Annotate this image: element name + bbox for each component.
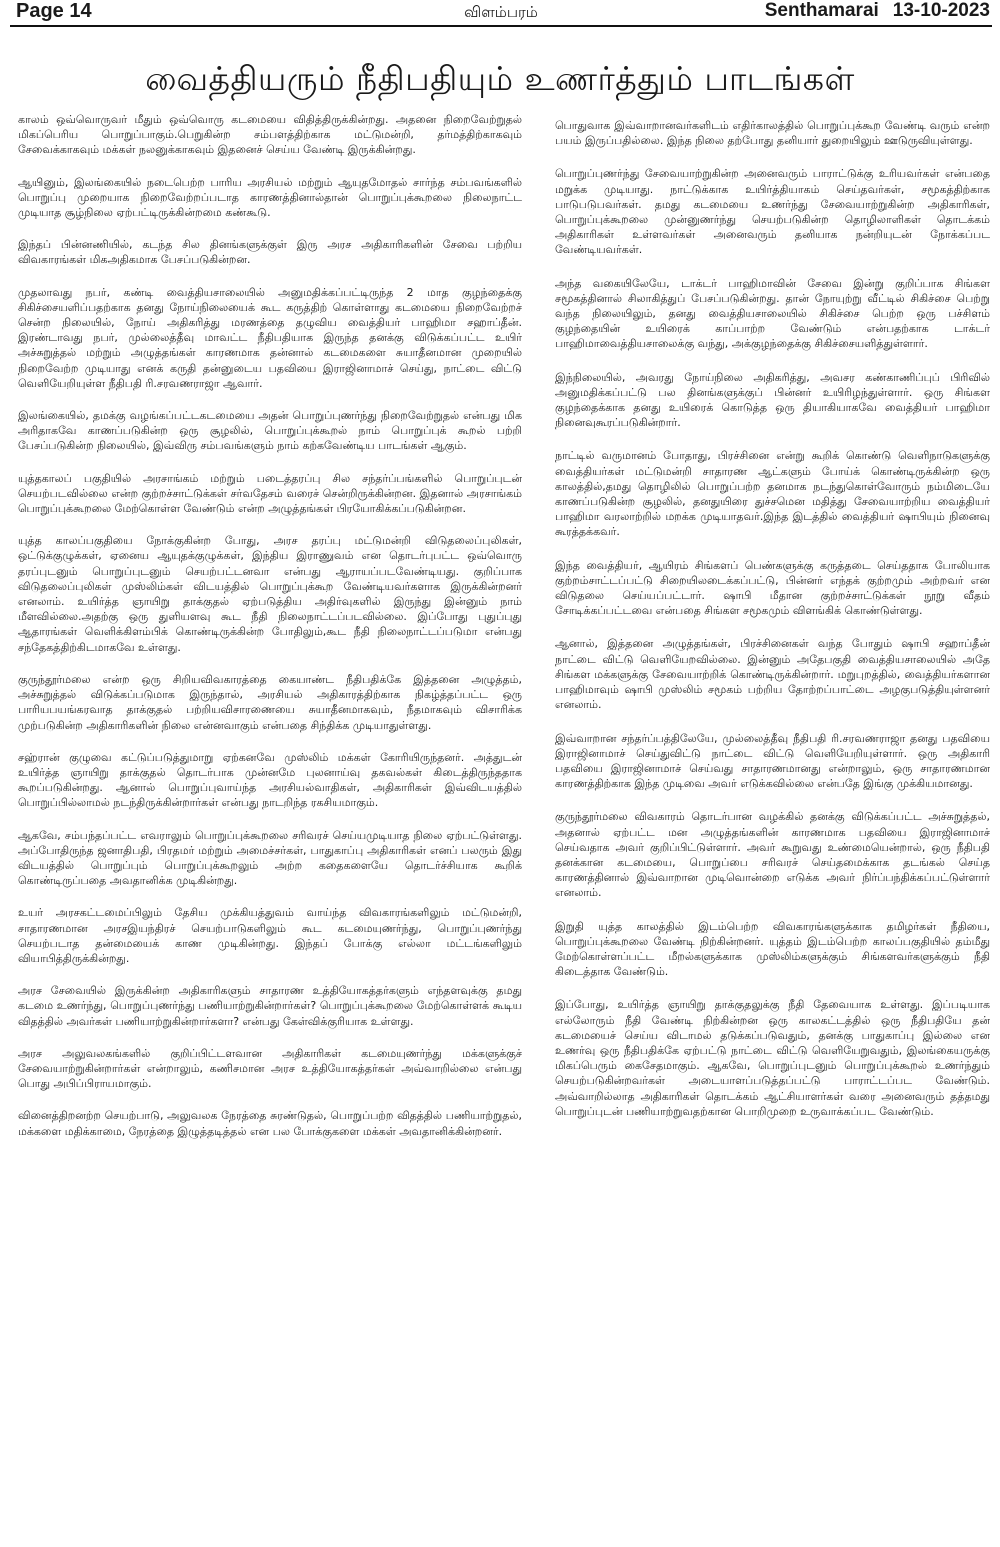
- paragraph: முதலாவது நபர், கண்டி வைத்தியசாலையில் அனுமதிக்கப்பட்டிருந்த 2 மாத குழந்தைக்கு சிகிச்சையளிப்பதற்காக தனது நோய்நிலையைக் கூட கருத்திற் கொள்ளாது கடமையை நிறைவேற்றச் சென்ற நிலையில், நோய் அதிகரித்து மரணத்தை தழுவிய வைத்தியர் பாஹிமா சஹாப்தீன். இரண்டாவது நபர், முல்லைத்தீவு மாவட்ட நீதிபதியாக இருந்த தனக்கு விடுக்கப்பட்ட உயிர் அச்சுறுத்தல் மற்றும் அழுத்தங்கள் காரணமாக தன்னால் கடமைகளை சுயாதீனமான முறையில் நிறைவேற்ற முடியாது எனக் கருதி தன்னுடைய பதவியை இராஜினாமாச் செய்து, நாட்டை விட்டு வெளியேறியுள்ள நீதிபதி ரி.சரவணராஜா ஆவார்.: [18, 285, 522, 390]
- paragraph: அரச அலுவலகங்களில் குறிப்பிட்டளவான அதிகாரிகள் கடமையுணர்ந்து மக்களுக்குச் சேவையாற்றுகின்றார்கள் என்றாலும், கணிசமான அரச உத்தியோகத்தர்கள் அவ்வாறில்லை என்பது பொது அபிப்பிராயமாகும்.: [18, 1046, 522, 1091]
- paragraph: யுத்தகாலப் பகுதியில் அரசாங்கம் மற்றும் படைத்தரப்பு சில சந்தர்ப்பங்களில் பொறுப்புடன் செயற்படவில்லை என்ற குற்றச்சாட்டுக்கள் சர்வதேசம் வரைச் சென்றிருக்கின்றன. இதனால் அரசாங்கம் பொறுப்புக்கூறலை மேற்கொள்ள வேண்டும் என்ற அழுத்தங்கள் பிரயோகிக்கப்படுகின்றன.: [18, 471, 522, 516]
- paragraph: ஆகவே, சம்பந்தப்பட்ட எவராலும் பொறுப்புக்கூறலை சரிவரச் செய்யமுடியாத நிலை ஏற்பட்டுள்ளது. அப்போதிருந்த ஜனாதிபதி, பிரதமர் மற்றும் அமைச்சர்கள், பாதுகாப்பு அதிகாரிகள் எனப் பலரும் இது விடயத்தில் பொறுப்பும் பொறுப்புக்கூறலும் அற்ற கதைகளையே தொடர்ச்சியாக கூறிக் கொண்டிருப்பதை அவதானிக்க முடிகின்றது.: [18, 828, 522, 888]
- paragraph: அந்த வகையிலேயே, டாக்டர் பாஹிமாவின் சேவை இன்று குறிப்பாக சிங்கள சமூகத்தினால் சிலாகித்துப் பேசப்படுகின்றது. தான் நோயுற்று வீட்டில் சிகிச்சை பெற்று வந்த நிலையிலும், தனது வைத்தியசாலையில் சிகிச்சை பெற்ற ஒரு பச்சிளம் குழந்தையின் உயிரைக் காப்பாற்ற வேண்டும் என்பதற்காக டாக்டர் பாஹிமாவைத்தியசாலைக்கு வந்து, அக்குழந்தைக்கு சிகிச்சையளித்துள்ளார்.: [555, 276, 990, 351]
- page-number: Page 14: [16, 0, 92, 22]
- article-column-right: [555, 118, 990, 1137]
- paragraph: இந்தப் பின்னணியில், கடந்த சில தினங்களுக்குள் இரு அரச அதிகாரிகளின் சேவை பற்றிய விவகாரங்கள் மிகஅதிகமாக பேசப்படுகின்றன.: [18, 238, 522, 267]
- publication-info: [765, 0, 990, 22]
- paragraph: பொதுவாக இவ்வாறானவர்களிடம் எதிர்காலத்தில் பொறுப்புக்கூற வேண்டி வரும் என்ற பயம் இருப்பதில்லை. இந்த நிலை தற்போது தனியார் துறையிலும் ஊடுருவியுள்ளது.: [555, 119, 990, 148]
- paragraph: இலங்கையில், தமக்கு வழங்கப்பட்டகடமையை அதன் பொறுப்புணர்ந்து நிறைவேற்றுதல் என்பது மிக அரிதாகவே காணப்படுகின்ற ஒரு சூழலில், பொறுப்புக்கூறல் நாம் பொறுப்புக் கூறல் பற்றி பேசப்படுகின்ற நிலையில், இவ்விரு சம்பவங்களும் நாம் கற்கவேண்டிய பாடங்கள் ஆகும்.: [18, 409, 522, 453]
- paragraph: வினைத்திறனற்ற செயற்பாடு, அலுவலக நேரத்தை சுரண்டுதல், பொறுப்பற்ற விதத்தில் பணியாற்றுதல், மக்களை மதிக்காமை, நேரத்தை இழுத்தடித்தல் என பல போக்குகளை மக்கள் அவதானிக்கின்றனர்.: [18, 1109, 522, 1138]
- paragraph: யுத்த காலப்பகுதியை நோக்குகின்ற போது, அரச தரப்பு மட்டுமன்றி விடுதலைப்புலிகள், ஒட்டுக்குழுக்கள், ஏனைய ஆயுதக்குழுக்கள், இந்திய இராணுவம் என தொடர்புபட்ட ஒவ்வொரு தரப்புடனும் பொறுப்புடனும் செயற்பட்டனவா என்பது ஆராயப்படவேண்டியது. குறிப்பாக விடுதலைப்புலிகள் முஸ்லிம்கள் விடயத்தில் பொறுப்புக்கூற வேண்டியவர்களாக இருக்கின்றனர் எனலாம். உயிர்த்த ஞாயிறு தாக்குதல் ஏற்படுத்திய அதிர்வுகளில் இருந்து இன்னும் நாம் மீளவில்லை.அதற்கு ஒரு துளியளவு கூட நீதி நிலைநாட்டப்படவில்லை. இப்போது புதுப்புது ஆதாரங்கள் வெளிக்கிளம்பிக் கொண்டிருக்கின்ற போதிலும்,கூட நீதி நிலைநாட்டப்படுமா என்பது சந்தேகத்திற்கிடமாகவே உள்ளது.: [18, 534, 522, 654]
- paragraph: இவ்வாறான சந்தர்ப்பத்திலேயே, முல்லைத்தீவு நீதிபதி ரி.சரவணராஜா தனது பதவியை இராஜினாமாச் செய்துவிட்டு நாட்டை விட்டு வெளியேறியுள்ளார். ஒரு அதிகாரி பதவியை இராஜினாமாச் செய்வது சாதாரணமானது என்றாலும், ஒரு சாதாரணமான காரணத்திற்காக இந்த முடிவை அவர் எடுக்கவில்லை என்பதே இங்கு முக்கியமானது.: [555, 731, 990, 791]
- paragraph: இந்நிலையில், அவரது நோய்நிலை அதிகரித்து, அவசர கண்காணிப்புப் பிரிவில் அனுமதிக்கப்பட்டு பல தினங்களுக்குப் பின்னர் உயிரிழந்துள்ளார். ஒரு சிங்கள குழந்தைக்காக தனது உயிரைக் கொடுத்த ஒரு தியாகியாகவே வைத்தியர் பாஹிமா நினைவுகூரப்படுகின்றார்.: [555, 370, 990, 430]
- paragraph: நாட்டில் வருமானம் போதாது, பிரச்சினை என்று கூறிக் கொண்டு வெளிநாடுகளுக்கு வைத்தியர்கள் மட்டுமன்றி சாதாரண ஆட்களும் போய்க் கொண்டிருக்கின்ற ஒரு காலத்தில்,தமது தொழிலில் பொறுப்பற்ற தனமாக நடந்துகொள்வோரும் நம்மிடையே காணப்படுகின்ற சூழலில், தனதுயிரை துச்சமென மதித்து சேவையாற்றிய வைத்தியர் பாஹிமா வரலாற்றில் மறக்க முடியாதவர்.இந்த இடத்தில் வைத்தியர் ஷாபியும் நினைவு கூரத்தக்கவர்.: [555, 449, 990, 539]
- paragraph: ஆயினும், இலங்கையில் நடைபெற்ற பாரிய அரசியல் மற்றும் ஆயுதமோதல் சார்ந்த சம்பவங்களில் பொறுப்பு முறையாக நிறைவேற்றப்படாத காரணத்தினால்தான் பொறுப்புக்கூறலை நிலைநாட்ட முடியாத சூழ்நிலை ஏற்பட்டிருக்கின்றமை கண்கூடு.: [18, 175, 522, 220]
- paragraph: குருந்தூர்மலை விவகாரம் தொடர்பான வழக்கில் தனக்கு விடுக்கப்பட்ட அச்சுறுத்தல், அதனால் ஏற்பட்ட மன அழுத்தங்களின் காரணமாக பதவியை இராஜினாமாச் செய்வதாக அவர் குறிப்பிட்டுள்ளார். அவர் கூறுவது உண்மையென்றால், ஒரு நீதிபதி தனக்கான கடமையை, பொறுப்பை சரிவரச் செய்தமைக்காக தடங்கல் செய்த காரணத்தினால் இவ்வாறான முடிவொன்றை எடுக்க அவர் நிர்ப்பந்திக்கப்பட்டுள்ளார் எனலாம்.: [555, 810, 990, 900]
- publication-date: 13-10-2023: [892, 0, 990, 21]
- paragraph: சஹ்ரான் குழுவை கட்டுப்படுத்துமாறு ஏற்கனவே முஸ்லிம் மக்கள் கோரியிருந்தனர். அத்துடன் உயிர்த்த ஞாயிறு தாக்குதல் தொடர்பாக முன்னமே புலனாய்வு தகவல்கள் கிடைத்திருந்ததாக கூறப்படுகின்றது. ஆனால் பொறுப்புவாய்ந்த அரசியல்வாதிகள், அதிகாரிகள் இவ்விடயத்தில் பொறுப்பில்லாமல் நடந்திருக்கின்றார்கள் என்பது நாடறிந்த ரகசியமாகும்.: [18, 750, 522, 810]
- article-headline: வைத்தியரும் நீதிபதியும் உணர்த்தும் பாடங்கள்: [145, 59, 855, 98]
- masthead: [10, 0, 992, 24]
- paragraph: இந்த வைத்தியர், ஆயிரம் சிங்களப் பெண்களுக்கு கருத்தடை செய்ததாக போலியாக குற்றம்சாட்டப்பட்டு சிறையிலடைக்கப்பட்டு, பின்னர் எந்தக் குற்றமும் அற்றவர் என விடுதலை செய்யப்பட்டார். ஷாபி மீதான குற்றச்சாட்டுக்கள் நூறு வீதம் சோடிக்கப்பட்டவை என்பதை சிங்கள சமூகமும் விளங்கிக் கொண்டுள்ளது.: [555, 558, 990, 618]
- publication-name: Senthamarai: [764, 0, 879, 21]
- paragraph: உயர் அரசகட்டமைப்பிலும் தேசிய முக்கியத்துவம் வாய்ந்த விவகாரங்களிலும் மட்டுமன்றி, சாதாரணமான அரசஇயந்திரச் செயற்பாடுகளிலும் கூட கடமையுணர்ந்து, பொறுப்புணர்ந்து செயற்படாத தன்மையைக் காண முடிகின்றது. இந்தப் போக்கு எல்லா மட்டங்களிலும் வியாபித்திருக்கின்றது.: [18, 906, 522, 965]
- article-column-left: [18, 112, 522, 1156]
- paragraph: ஆனால், இத்தனை அழுத்தங்கள், பிரச்சினைகள் வந்த போதும் ஷாபி சஹாப்தீன் நாட்டை விட்டு வெளியேறவில்லை. இன்னும் அதேபகுதி வைத்தியசாலையில் அதே சிங்கள மக்களுக்கு சேவையாற்றிக் கொண்டிருக்கின்றார். மறுபுறத்தில், வைத்தியர்களான பாஹிமாவும் ஷாபி முஸ்லிம் சமூகம் பற்றிய தோற்றப்பாட்டை அழகுபடுத்தியுள்ளனர் எனலாம்.: [555, 637, 990, 712]
- paragraph: காலம் ஒவ்வொருவர் மீதும் ஒவ்வொரு கடமையை விதித்திருக்கின்றது. அதனை நிறைவேற்றுதல் மிகப்பெரிய பொறுப்பாகும்.பெறுகின்ற சம்பளத்திற்காக மட்டுமன்றி, தர்மத்திற்காகவும் சேவைக்காகவும் மக்கள் நலனுக்காகவும் இதனைச் செய்ய வேண்டி இருக்கின்றது.: [18, 113, 522, 157]
- paragraph: குருந்தூர்மலை என்ற ஒரு சிறியவிவகாரத்தை கையாண்ட நீதிபதிக்கே இத்தனை அழுத்தம், அச்சுறுத்தல் விடுக்கப்படுமாக இருந்தால், அரசியல் அதிகாரத்திற்காக நிகழ்த்தப்பட்ட ஒரு பாரியபயங்கரவாத தாக்குதல் பற்றியவிசாரணையை சுயாதீனமாகவும், நீதமாகவும் விசாரிக்க முற்படுகின்ற அதிகாரிகளின் நிலை என்னவாகும் என்பதை சிந்திக்க முடியாதுள்ளது.: [18, 672, 522, 732]
- masthead-rule: [10, 25, 992, 27]
- paragraph: அரச சேவையில் இருக்கின்ற அதிகாரிகளும் சாதாரண உத்தியோகத்தர்களும் எந்தளவுக்கு தமது கடமை உணர்ந்து, பொறுப்புணர்ந்து பணியாற்றுகின்றார்கள்? பொறுப்புக்கூறலை மேற்கொள்ளக் கூடிய விதத்தில் அவர்கள் பணியாற்றுகின்றார்களா? என்பது கேள்விக்குரியாக உள்ளது.: [18, 984, 522, 1028]
- section-label: விளம்பரம்: [464, 3, 538, 21]
- paragraph: பொறுப்புணர்ந்து சேவையாற்றுகின்ற அனைவரும் பாராட்டுக்கு உரியவர்கள் என்பதை மறுக்க முடியாது. நாட்டுக்காக உயிர்த்தியாகம் செய்தவர்கள், சமூகத்திற்காக பாடுபடுபவர்கள். தமது கடமையை உணர்ந்து சேவையாற்றுகின்ற அதிகாரிகள், பொறுப்புக்கூறலை முன்னுணர்ந்து செயற்படுகின்ற தொழிலாளிகள் தொடக்கம் அதிகாரிகள் உள்ளவர்கள் அனைவரும் தனியாக நன்றியுடன் நோக்கப்பட வேண்டியவர்கள்.: [555, 167, 990, 257]
- paragraph: இறுதி யுத்த காலத்தில் இடம்பெற்ற விவகாரங்களுக்காக தமிழர்கள் நீதியை, பொறுப்புக்கூறலை வேண்டி நிற்கின்றனர். யுத்தம் இடம்பெற்ற காலப்பகுதியில் தம்மீது மேற்கொள்ளப்பட்ட மீறல்களுக்காக முஸ்லிம்களுக்கும் சிங்களவர்களுக்கும் நீதி கிடைத்தாக வேண்டும்.: [555, 919, 990, 979]
- paragraph: இப்போது, உயிர்த்த ஞாயிறு தாக்குதலுக்கு நீதி தேவையாக உள்ளது. இப்படியாக எல்லோரும் நீதி வேண்டி நிற்கின்றன ஒரு காலகட்டத்தில் ஒரு நீதிபதியே தன் கடமையைச் செய்ய விடாமல் தடுக்கப்படுவதும், தனக்கு பாதுகாப்பு இல்லை என உணர்வு ஒரு நீதிபதிக்கே ஏற்பட்டு நாட்டை விட்டு வெளியேறுவதும், இலங்கையருக்கு மிகப்பெரும் கைசேதமாகும். ஆகவே, பொறுப்புடனும் பொறுப்புக்கூறல் உணர்ந்தும் செயற்படுகின்றவர்கள் அடையாளப்படுத்தப்பட்டு பாராட்டப்பட வேண்டும். அவ்வாறில்லாத அதிகாரிகள் தொடக்கம் ஆட்சியாளர்கள் வரை அனைவரும் தத்தமது பொறுப்புடன் பணியாற்றுவதற்கான பொறிமுறை உருவாக்கப்பட வேண்டும்.: [555, 998, 990, 1118]
